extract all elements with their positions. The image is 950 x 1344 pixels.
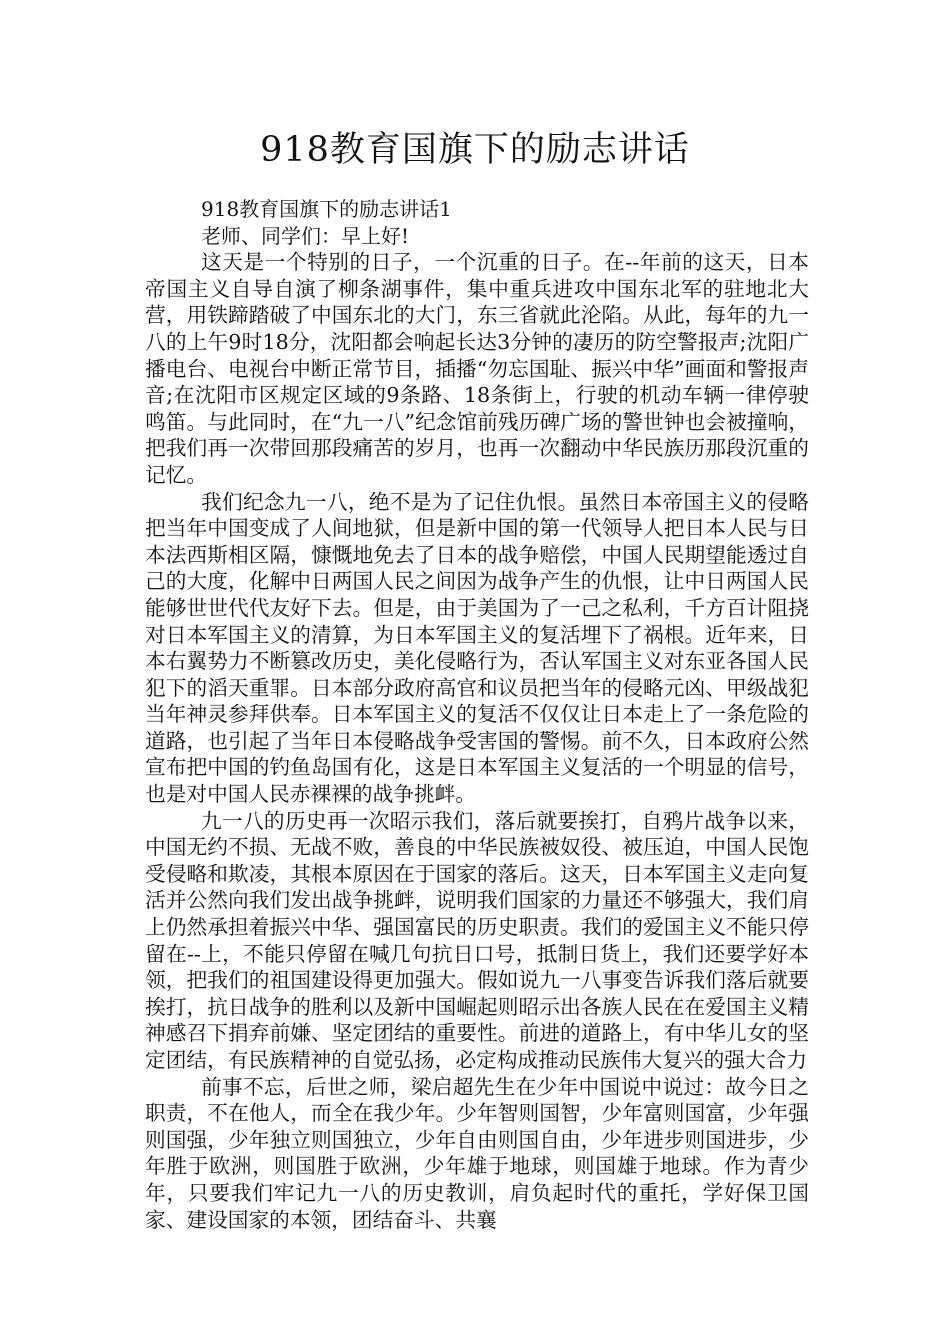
paragraph-2: 我们纪念九一八，绝不是为了记住仇恨。虽然日本帝国主义的侵略把当年中国变成了人间地狱，但是新中国的第一代领导人把日本人民与日本法西斯相区隔，慷慨地免去了日本的战争赔偿，中国人民期望能透过自己的大度，化解中日两国人民之间因为战争产生的仇恨，让中日两国人民能够世世代代友好下去。但是，由于美国为了一己之私利，千方百计阻挠对日本军国主义的清算，为日本军国主义的复活埋下了祸根。近年来，日本右翼势力不断篡改历史，美化侵略行为，否认军国主义对东亚各国人民犯下的滔天重罪。日本部分政府高官和议员把当年的侵略元凶、甲级战犯当年神灵参拜供奉。日本军国主义的复活不仅仅让日本走上了一条危险的道路，也引起了当年日本侵略战争受害国的警惕。前不久，日本政府公然宣布把中国的钓鱼岛国有化，这是日本军国主义复活的一个明显的信号，也是对中国人民赤裸裸的战争挑衅。 — [145, 489, 809, 807]
paragraph-3: 九一八的历史再一次昭示我们，落后就要挨打，自鸦片战争以来，中国无约不损、无战不败，善良的中华民族被奴役、被压迫，中国人民饱受侵略和欺凌，其根本原因在于国家的落后。这天，日本军国主义走向复活并公然向我们发出战争挑衅，说明我们国家的力量还不够强大，我们肩上仍然承担着振兴中华、强国富民的历史职责。我们的爱国主义不能只停留在--上，不能只停留在喊几句抗日口号，抵制日货上，我们还要学好本领，把我们的祖国建设得更加强大。假如说九一八事变告诉我们落后就要挨打，抗日战争的胜利以及新中国崛起则昭示出各族人民在在爱国主义精神感召下捐弃前嫌、坚定团结的重要性。前进的道路上，有中华儿女的坚定团结，有民族精神的自觉弘扬，必定构成推动民族伟大复兴的强大合力 — [145, 808, 809, 1072]
paragraph-1: 这天是一个特别的日子，一个沉重的日子。在--年前的这天，日本帝国主义自导自演了柳条湖事件，集中重兵进攻中国东北军的驻地北大营，用铁蹄踏破了中国东北的大门，东三省就此沦陷。从此，每年的九一八的上午9时18分，沈阳都会响起长达3分钟的凄历的防空警报声;沈阳广播电台、电视台中断正常节目，插播“勿忘国耻、振兴中华”画面和警报声音;在沈阳市区规定区域的9条路、18条街上，行驶的机动车辆一律停驶鸣笛。与此同时，在“九一八”纪念馆前残历碑广场的警世钟也会被撞响，把我们再一次带回那段痛苦的岁月，也再一次翻动中华民族历那段沉重的记忆。 — [145, 250, 809, 487]
greeting: 老师、同学们：早上好! — [201, 223, 410, 248]
paragraph-4: 前事不忘，后世之师，梁启超先生在少年中国说中说过：故今日之职责，不在他人，而全在我少年。少年智则国智，少年富则国富，少年强则国强，少年独立则国独立，少年自由则国自由，少年进步则国进步，少年胜于欧洲，则国胜于欧洲，少年雄于地球，则国雄于地球。作为青少年，只要我们牢记九一八的历史教训，肩负起时代的重托，学好保卫国家、建设国家的本领，团结奋斗、共襄 — [145, 1074, 809, 1232]
document-title: 918教育国旗下的励志讲话 — [260, 130, 690, 170]
document-body — [145, 196, 809, 1233]
document-subtitle: 918教育国旗下的励志讲话1 — [201, 197, 452, 221]
